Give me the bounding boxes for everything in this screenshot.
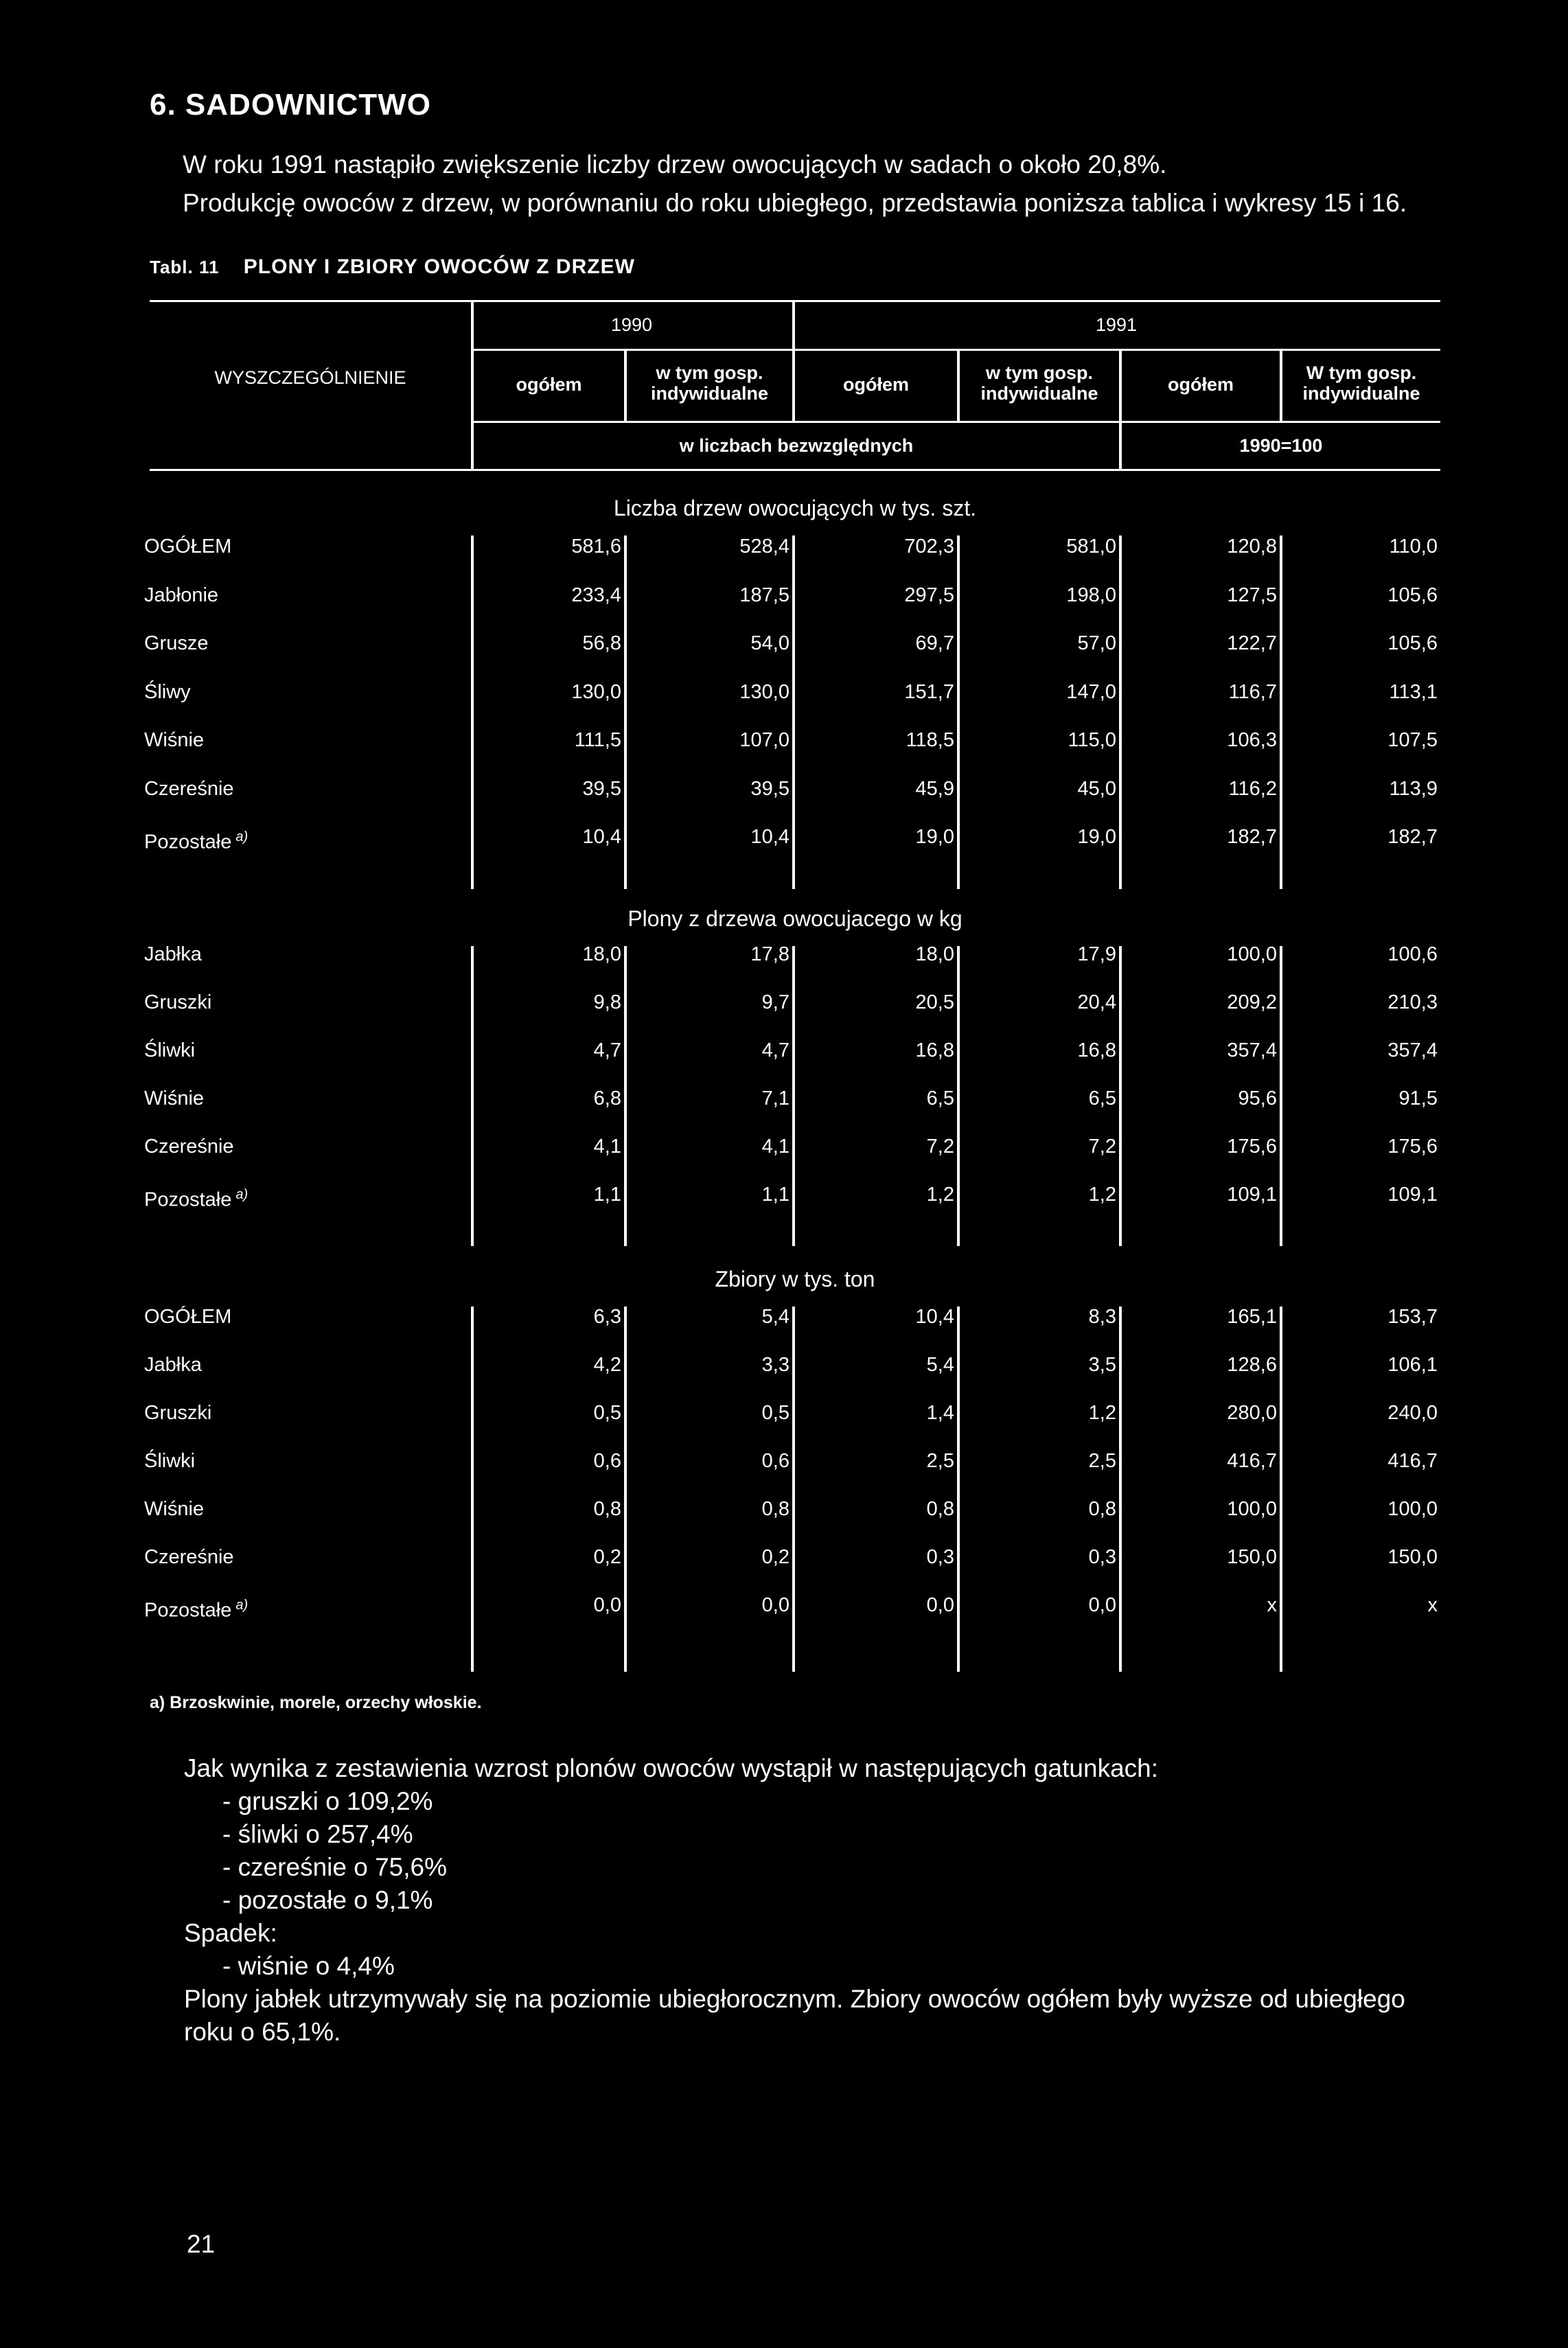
table-cell: 147,0 (1066, 680, 1116, 703)
row-label-text: Jabłka (144, 943, 202, 965)
table-cell: 0,8 (593, 1498, 621, 1520)
table-cell: 0,3 (926, 1546, 954, 1568)
table-cell: 6,5 (926, 1087, 954, 1109)
header-rule (471, 349, 1440, 351)
table-cell: 416,7 (1227, 1450, 1277, 1472)
table-cell: 702,3 (904, 536, 954, 557)
table-row (0, 816, 1568, 858)
row-label-text: Śliwy (144, 680, 191, 703)
table-cell: 45,0 (1077, 777, 1116, 800)
table-cell: 357,4 (1387, 1039, 1438, 1061)
row-label-text: Śliwki (144, 1039, 196, 1061)
table-cell: 240,0 (1387, 1402, 1438, 1424)
table-cell: 116,2 (1228, 777, 1277, 800)
unit-absolute-header: w liczbach bezwzględnych (679, 435, 914, 456)
table-cell: 0,2 (593, 1546, 621, 1568)
row-label (144, 768, 234, 809)
table-cell: 110,0 (1389, 536, 1438, 557)
table-cell: 210,3 (1387, 991, 1438, 1013)
row-label (144, 982, 211, 1023)
row-label (144, 575, 218, 616)
row-label (144, 1440, 195, 1482)
table-cell: 0,0 (761, 1594, 789, 1616)
table-cell: 10,4 (750, 826, 789, 848)
increase-item: - czereśnie o 75,6% (222, 1853, 448, 1881)
table-cell: 6,5 (1088, 1087, 1116, 1109)
table-cell: 56,8 (582, 632, 621, 654)
table-cell: 130,0 (571, 680, 621, 703)
row-label (144, 1344, 202, 1385)
row-label-text: OGÓŁEM (144, 536, 232, 557)
row-label (144, 1126, 234, 1167)
table-cell: 45,9 (915, 777, 954, 800)
table-row (0, 1585, 1568, 1626)
table-cell: 19,0 (1077, 826, 1116, 848)
table-cell: 0,2 (761, 1546, 789, 1568)
table-cell: 187,5 (739, 584, 789, 606)
table-cell: 127,5 (1227, 584, 1277, 606)
table-cell: 107,5 (1387, 729, 1438, 751)
table-cell: 150,0 (1387, 1546, 1438, 1568)
table-cell: 198,0 (1066, 584, 1116, 606)
table-cell: 0,5 (593, 1402, 621, 1424)
table-cell: 416,7 (1387, 1450, 1438, 1472)
row-label (144, 671, 191, 713)
table-cell: 9,7 (761, 991, 789, 1013)
table-cell: 115,0 (1068, 729, 1116, 751)
table-cell: 7,1 (761, 1087, 789, 1109)
table-cell: 54,0 (750, 632, 789, 654)
section-title: Liczba drzew owocujących w tys. szt. (613, 496, 977, 520)
table-cell: 122,7 (1227, 632, 1277, 654)
table-cell: 182,7 (1227, 826, 1277, 848)
col-indiv-header-line1: w tym gosp. (985, 362, 1093, 383)
table-cell: 106,1 (1387, 1354, 1438, 1376)
table-cell: 0,8 (761, 1498, 789, 1520)
row-label-text: Wiśnie (144, 1087, 205, 1109)
table-cell: 280,0 (1227, 1402, 1277, 1424)
col-indiv-header-line2: indywidualne (650, 383, 769, 404)
table-cell: 17,9 (1077, 943, 1116, 965)
table-cell: 20,4 (1077, 991, 1116, 1013)
conclusion (184, 1752, 1440, 2049)
row-label (144, 720, 204, 761)
table-cell: 20,5 (915, 991, 954, 1013)
table-row (0, 623, 1568, 664)
table-cell: 57,0 (1077, 632, 1116, 654)
decrease-item: - wiśnie o 4,4% (222, 1952, 395, 1980)
table-title-text: PLONY I ZBIORY OWOCÓW Z DRZEW (243, 255, 635, 278)
header-bottom-rule (150, 469, 1440, 471)
increase-item: - gruszki o 109,2% (222, 1787, 433, 1815)
table-row (0, 720, 1568, 761)
row-label (144, 1078, 204, 1119)
table-cell: 10,4 (582, 826, 621, 848)
table-cell: 3,5 (1088, 1354, 1116, 1376)
table-cell: 1,1 (761, 1184, 789, 1206)
row-label (144, 934, 202, 975)
row-label-text: Gruszki (144, 1402, 212, 1424)
table-row (0, 1078, 1568, 1119)
col-total-header: ogółem (1167, 374, 1234, 395)
table-cell: 182,7 (1387, 826, 1438, 848)
footnote: a) Brzoskwinie, morele, orzechy włoskie. (150, 1693, 482, 1712)
col-indiv-header-line1: w tym gosp. (656, 362, 763, 383)
table-row (0, 671, 1568, 713)
table-cell: 105,6 (1387, 584, 1438, 606)
table-cell: 150,0 (1227, 1546, 1277, 1568)
table-cell: 1,2 (1088, 1184, 1116, 1206)
table-cell: 16,8 (915, 1039, 954, 1061)
table-cell: 17,8 (750, 943, 789, 965)
conclusion-intro: Jak wynika z zestawienia wzrost plonów owoców wystąpił w następujących gatunkach: (184, 1754, 1159, 1782)
table-cell: 1,2 (926, 1184, 954, 1206)
page-number: 21 (187, 2230, 216, 2258)
section-title: Zbiory w tys. ton (715, 1267, 875, 1291)
table-cell: 233,4 (571, 584, 621, 606)
table-cell: 5,4 (761, 1306, 789, 1328)
table-cell: 3,3 (761, 1354, 789, 1376)
table-row (0, 1392, 1568, 1434)
table-cell: 4,1 (593, 1136, 621, 1158)
table-row (0, 1126, 1568, 1167)
table-row (0, 1440, 1568, 1482)
table-cell: 18,0 (582, 943, 621, 965)
header-rule (471, 421, 1440, 423)
table-row (0, 1030, 1568, 1071)
row-label (144, 1174, 248, 1221)
table-cell: 16,8 (1077, 1039, 1116, 1061)
table-cell: 1,1 (593, 1184, 621, 1206)
table-cell: 39,5 (750, 777, 789, 800)
increase-item: - śliwki o 257,4% (222, 1820, 413, 1848)
col-indiv-header (1282, 362, 1440, 404)
table-cell: 151,7 (904, 680, 954, 703)
table-cell: 297,5 (904, 584, 954, 606)
table-cell: 10,4 (915, 1306, 954, 1328)
table-cell: 2,5 (926, 1450, 954, 1472)
table-cell: 0,8 (1088, 1498, 1116, 1520)
table-cell: 4,1 (761, 1136, 789, 1158)
table-title (150, 255, 635, 279)
table-cell: 6,3 (593, 1306, 621, 1328)
table-cell: 113,9 (1389, 777, 1438, 800)
row-label (144, 526, 231, 567)
table-cell: 95,6 (1238, 1087, 1277, 1109)
row-label (144, 1296, 231, 1337)
unit-index-header: 1990=100 (1239, 435, 1323, 456)
table-cell: 9,8 (593, 991, 621, 1013)
table-cell: 357,4 (1227, 1039, 1277, 1061)
table-cell: 7,2 (1088, 1136, 1116, 1158)
row-label-text: Śliwki (144, 1450, 196, 1472)
row-label-text: Wiśnie (144, 1498, 205, 1520)
col-indiv-header-line2: indywidualne (980, 383, 1098, 404)
table-row (0, 1344, 1568, 1385)
table-cell: 107,0 (739, 729, 789, 751)
row-label (144, 1536, 234, 1578)
table-cell: 4,2 (593, 1354, 621, 1376)
table-cell: 100,0 (1227, 1498, 1277, 1520)
row-label-text: Gruszki (144, 991, 212, 1013)
table-cell: 2,5 (1088, 1450, 1116, 1472)
table-cell: 109,1 (1227, 1184, 1277, 1206)
row-label-text: Pozostałe (144, 1599, 232, 1622)
table-cell: 175,6 (1387, 1136, 1438, 1158)
table-cell: 106,3 (1227, 729, 1277, 751)
row-label (144, 1030, 195, 1071)
table-cell: 116,7 (1228, 680, 1277, 703)
table-cell: 0,8 (926, 1498, 954, 1520)
table-cell: 175,6 (1227, 1136, 1277, 1158)
table-cell: 113,1 (1389, 680, 1438, 703)
table-cell: 528,4 (739, 536, 789, 557)
table-cell: 1,2 (1088, 1402, 1116, 1424)
col-indiv-header-line1: W tym gosp. (1306, 362, 1417, 383)
table-row (0, 1488, 1568, 1530)
table-cell: 19,0 (915, 826, 954, 848)
table-cell: 153,7 (1387, 1306, 1438, 1328)
col-total-header: ogółem (516, 374, 582, 395)
col-indiv-header (960, 362, 1119, 404)
table-cell: 581,6 (571, 536, 621, 557)
table-cell: 5,4 (926, 1354, 954, 1376)
table-cell: 105,6 (1387, 632, 1438, 654)
table-cell: 0,0 (926, 1594, 954, 1616)
intro-paragraph (150, 146, 1440, 222)
table-cell: 118,5 (906, 729, 954, 751)
table-cell: 0,0 (593, 1594, 621, 1616)
table-cell: 18,0 (915, 943, 954, 965)
row-label-text: Pozostałe (144, 831, 232, 853)
row-label-text: Wiśnie (144, 729, 205, 751)
section-title: Plony z drzewa owocujacego w kg (627, 906, 962, 931)
table-cell: 581,0 (1066, 536, 1116, 557)
table-cell: 0,3 (1088, 1546, 1116, 1568)
table-cell: 91,5 (1398, 1087, 1438, 1109)
col-total-header: ogółem (842, 374, 909, 395)
intro-line-2: Produkcję owoców z drzew, w porównaniu do roku ubiegłego, przedstawia poniższa tablica i wykresy 15 i 16. (183, 189, 1407, 217)
row-label (144, 623, 208, 664)
table-cell: 111,5 (574, 729, 621, 751)
table-row (0, 1296, 1568, 1337)
increase-item: - pozostałe o 9,1% (222, 1886, 433, 1914)
row-label (144, 1392, 211, 1434)
row-label (144, 1488, 204, 1530)
table-cell: 39,5 (582, 777, 621, 800)
row-label-text: Czereśnie (144, 1136, 234, 1158)
table-row (0, 1536, 1568, 1578)
table-cell: 4,7 (761, 1039, 789, 1061)
footnote-marker: a) (235, 1598, 249, 1613)
table-row (0, 934, 1568, 975)
table-cell: 100,0 (1227, 943, 1277, 965)
year-1991-header: 1991 (1095, 314, 1138, 335)
table-row (0, 982, 1568, 1023)
table-cell: 109,1 (1387, 1184, 1438, 1206)
table-row (0, 526, 1568, 567)
row-label-text: Pozostałe (144, 1188, 232, 1211)
col-indiv-header-line2: indywidualne (1302, 383, 1420, 404)
decrease-label: Spadek: (184, 1919, 277, 1947)
footnote-marker: a) (235, 829, 249, 844)
table-cell: 209,2 (1227, 991, 1277, 1013)
table-cell: 128,6 (1227, 1354, 1277, 1376)
table-row (0, 768, 1568, 809)
table-cell: 0,6 (761, 1450, 789, 1472)
intro-line-1: W roku 1991 nastąpiło zwiększenie liczby drzew owocujących w sadach o około 20,8%. (183, 150, 1167, 179)
table-number: Tabl. 11 (150, 257, 220, 277)
row-label-header: WYSZCZEGÓLNIENIE (214, 367, 406, 388)
table-cell: 120,8 (1227, 536, 1277, 557)
row-label-text: Grusze (144, 632, 209, 654)
footnote-marker: a) (235, 1187, 249, 1202)
table-top-rule (150, 300, 1440, 302)
col-indiv-header (627, 362, 792, 404)
row-label (144, 1585, 248, 1631)
table-cell: x (1427, 1594, 1438, 1616)
table-cell: 165,1 (1227, 1306, 1277, 1328)
table-cell: 8,3 (1088, 1306, 1116, 1328)
table-cell: 0,6 (593, 1450, 621, 1472)
conclusion-final: Plony jabłek utrzymywały się na poziomie ubiegłorocznym. Zbiory owoców ogółem były wyższe od ubiegłego roku o 65,1%. (184, 1985, 1405, 2046)
row-label-text: OGÓŁEM (144, 1306, 232, 1328)
table-cell: 6,8 (593, 1087, 621, 1109)
section-heading: 6. SADOWNICTWO (150, 88, 431, 122)
table-row (0, 575, 1568, 616)
row-label-text: Czereśnie (144, 777, 234, 800)
table-cell: 4,7 (593, 1039, 621, 1061)
table-cell: 69,7 (915, 632, 954, 654)
year-1990-header: 1990 (610, 314, 653, 335)
table-cell: 0,5 (761, 1402, 789, 1424)
table-row (0, 1174, 1568, 1215)
table-cell: 130,0 (739, 680, 789, 703)
row-label-text: Jabłka (144, 1354, 202, 1376)
table-cell: 1,4 (926, 1402, 954, 1424)
table-cell: x (1267, 1594, 1277, 1616)
row-label (144, 816, 248, 863)
table-cell: 0,0 (1088, 1594, 1116, 1616)
table-cell: 100,6 (1387, 943, 1438, 965)
table-cell: 7,2 (926, 1136, 954, 1158)
row-label-text: Jabłonie (144, 584, 219, 606)
row-label-text: Czereśnie (144, 1546, 234, 1568)
table-cell: 100,0 (1387, 1498, 1438, 1520)
